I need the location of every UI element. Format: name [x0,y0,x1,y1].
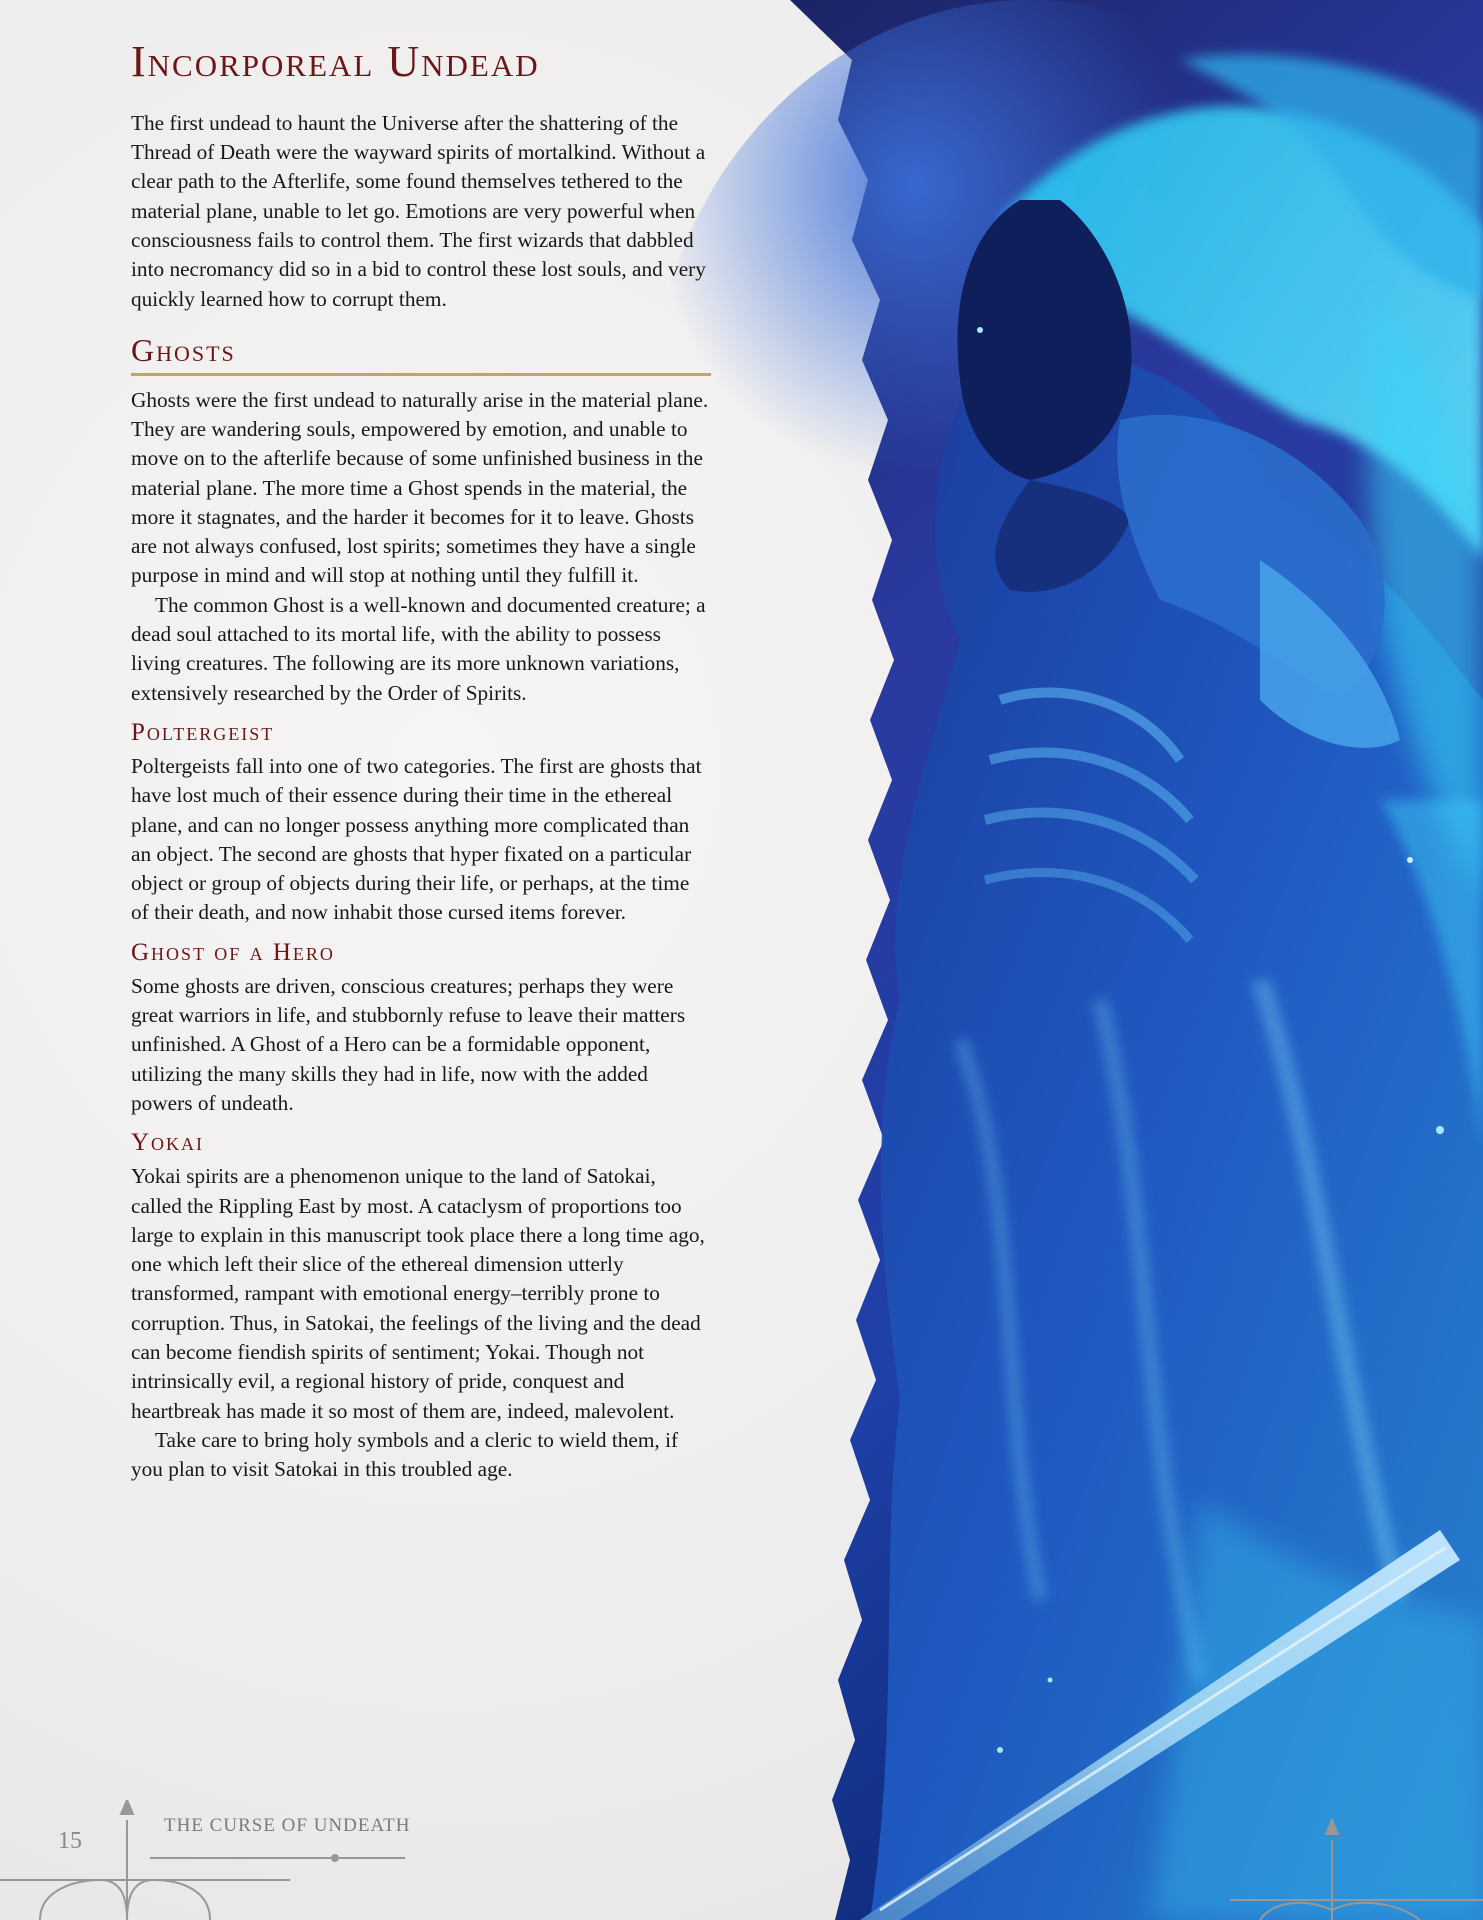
subheading-poltergeist: Poltergeist [131,718,275,746]
subheading-ghost-of-a-hero: Ghost of a Hero [131,938,335,966]
section-heading-ghosts: Ghosts [131,332,711,376]
ghosts-paragraph-1: Ghosts were the first undead to naturally arise in the material plane. They are wandering souls, empowered by emotion, and unable to move on to the afterlife because of some unfinished business in the material plane. The more time a Ghost spends in the material, the more it stagnates, and the harder it becomes for it to leave. Ghosts are not always confused, lost spirits; sometimes they have a single purpose in mind and will stop at nothing until they fulfill it. [131,387,709,588]
main-text-column [131,36,711,1484]
page-number: 15 [58,1828,82,1854]
subheading-yokai: Yokai [131,1129,205,1157]
footer-chapter-title: THE CURSE OF UNDEATH [164,1815,411,1836]
ghosts-paragraph-2: The common Ghost is a well-known and documented creature; a dead soul attached to its mortal life, with the ability to possess living creatures. The following are its more unknown variations, extensively researched by the Order of Spirits. [131,592,706,705]
intro-paragraph: The first undead to haunt the Universe after the shattering of the Thread of Death were the wayward spirits of mortalkind. Without a clear path to the Afterlife, some found themselves tethered to the material plane, unable to let go. Emotions are very powerful when consciousness fails to control them. The first wizards that dabbled into necromancy did so in a bid to control these lost souls, and very quickly learned how to corrupt them. [131,110,706,311]
yokai-paragraph-2: Take care to bring holy symbols and a cleric to wield them, if you plan to visit Satokai in this troubled age. [131,1427,679,1482]
poltergeist-paragraph: Poltergeists fall into one of two categories. The first are ghosts that have lost much of their essence during their time in the ethereal plane, and can no longer possess anything more complicated than an object. The second are ghosts that hyper fixated on a particular object or group of objects during their life, or perhaps, at the time of their death, and now inhabit those cursed items forever. [131,753,702,925]
ghost-of-a-hero-paragraph: Some ghosts are driven, conscious creatures; perhaps they were great warriors in life, and stubbornly refuse to leave their matters unfinished. A Ghost of a Hero can be a formidable opponent, utilizing the many skills they had in life, now with the added powers of undeath. [131,973,686,1115]
yokai-paragraph-1: Yokai spirits are a phenomenon unique to the land of Satokai, called the Rippling East by most. A cataclysm of proportions too large to explain in this manuscript took place there a long time ago, one which left their slice of the ethereal dimension utterly transformed, rampant with emotional energy–terribly prone to corruption. Thus, in Satokai, the feelings of the living and the dead can become fiendish spirits of sentiment; Yokai. Though not intrinsically evil, a regional history of pride, conquest and heartbreak has made it so most of them are, indeed, malevolent. [131,1164,705,1423]
page-title: Incorporeal Undead [131,37,540,86]
